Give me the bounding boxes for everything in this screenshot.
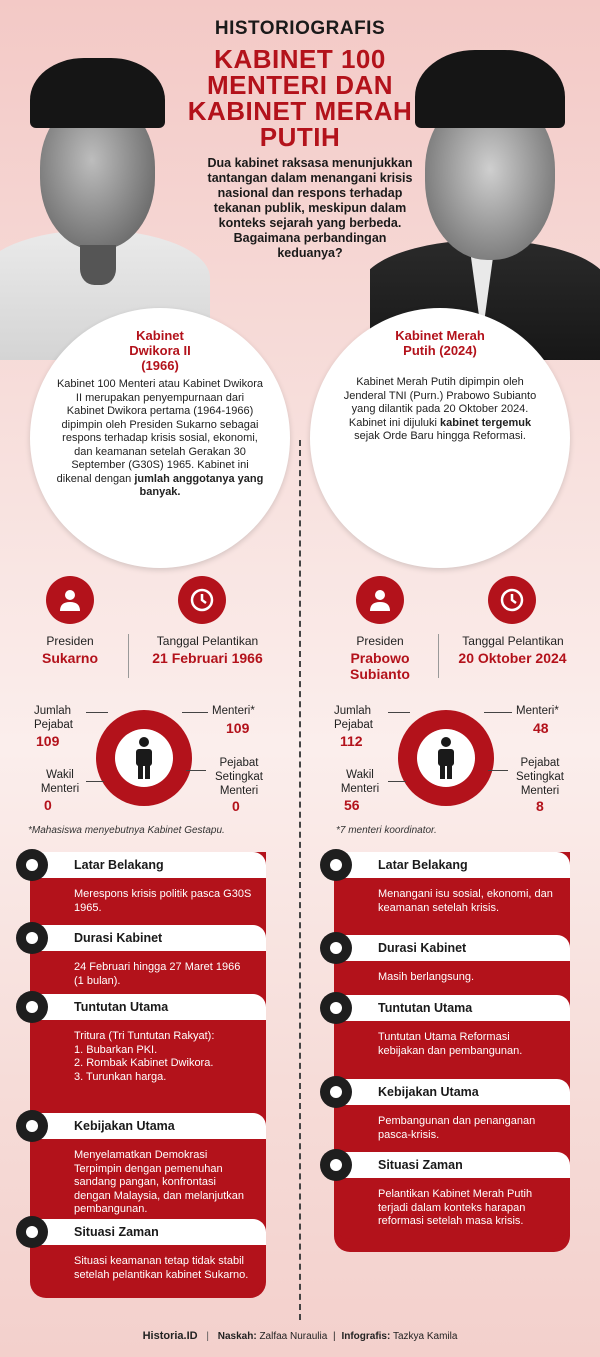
topic-title: Durasi Kabinet: [378, 941, 467, 955]
topic-title: Kebijakan Utama: [378, 1085, 479, 1099]
topic-tuntutan-utama: [334, 995, 570, 1068]
topic-title: Tuntutan Utama: [74, 1000, 169, 1014]
footer-infografis-value: Tazkya Kamila: [392, 1331, 458, 1342]
president-label: Presiden: [356, 634, 404, 648]
topic-latar-belakang: [334, 852, 570, 925]
topic-kebijakan-utama: [334, 1079, 570, 1152]
person-icon: [46, 576, 94, 624]
topic-title: Durasi Kabinet: [74, 931, 163, 945]
circle-body: [56, 378, 264, 500]
person-figure-icon: [435, 736, 457, 780]
footer-infografis-label: Infografis:: [341, 1331, 391, 1342]
info-circle-dwikora: [30, 308, 290, 568]
circle-body-text-end: sejak Orde Baru hingga Reformasi.: [354, 430, 526, 442]
bullet-icon: [16, 1216, 48, 1248]
topic-title: Latar Belakang: [74, 858, 164, 872]
footer-separator: |: [206, 1331, 209, 1342]
footnote: *Mahasiswa menyebutnya Kabinet Gestapu.: [28, 825, 225, 836]
circle-body-text: Kabinet Merah Putih dipimpin oleh Jenderal TNI (Purn.) Prabowo Subianto yang dilantik pada 20 Oktober 2024. Kabinet ini dijuluki: [343, 376, 537, 429]
menteri-label: Menteri*: [212, 705, 255, 717]
jumlah-pejabat-value: 112: [340, 733, 363, 749]
menteri-value: 48: [533, 720, 549, 736]
footnote: *7 menteri koordinator.: [336, 825, 437, 836]
topic-title: Situasi Zaman: [378, 1158, 463, 1172]
topic-durasi-kabinet: [334, 935, 570, 995]
footer-site: Historia.ID: [142, 1330, 198, 1342]
connector-line: [488, 770, 508, 771]
date-label: Tanggal Pelantikan: [462, 634, 564, 648]
topic-title: Situasi Zaman: [74, 1225, 159, 1239]
topic-latar-belakang: [30, 852, 266, 925]
bullet-icon: [320, 1149, 352, 1181]
topic-tuntutan-utama: [30, 994, 266, 1094]
circle-body-text: Kabinet 100 Menteri atau Kabinet Dwikora II merupakan penyempurnaan dari Kabinet Dwikora pertama (1964-1966) dipimpin oleh Presiden Sukarno sebagai respons terhadap krisis sosial, ekonomi, dan keamanan setelah Gerakan 30 September (G30S) 1965. Kabinet ini dikenal dengan: [56, 378, 264, 485]
topic-body: Masih berlangsung.: [334, 961, 570, 995]
jumlah-pejabat-value: 109: [36, 733, 60, 749]
setingkat-value: 8: [536, 798, 544, 814]
info-circle-merah-putih: [310, 308, 570, 568]
bullet-icon: [320, 1076, 352, 1108]
topic-body: Pelantikan Kabinet Merah Putih terjadi dalam konteks harapan reformasi setelah masa krisis.: [334, 1178, 570, 1239]
circle-body-bold: kabinet tergemuk: [440, 416, 532, 429]
bullet-icon: [320, 849, 352, 881]
footer-naskah-label: Naskah:: [217, 1331, 257, 1342]
topic-situasi-zaman: [30, 1219, 266, 1292]
personnel-ring: [96, 710, 192, 806]
topic-body: Situasi keamanan tetap tidak stabil setelah pelantikan kabinet Sukarno.: [30, 1245, 266, 1292]
bullet-icon: [320, 932, 352, 964]
setingkat-label: Pejabat Setingkat Menteri: [215, 757, 263, 797]
jumlah-pejabat-label: Jumlah Pejabat: [34, 705, 74, 731]
page-title: KABINET 100 MENTERI DAN KABINET MERAH PUTIH: [187, 44, 413, 152]
personnel-ring: [398, 710, 494, 806]
circle-body-bold: jumlah anggotanya yang banyak.: [134, 472, 264, 498]
footer-naskah-value: Zalfaa Nuraulia: [259, 1331, 328, 1342]
setingkat-value: 0: [232, 798, 240, 814]
connector-line: [484, 712, 512, 713]
topic-kebijakan-utama: [30, 1113, 266, 1227]
wakil-value: 56: [344, 797, 360, 813]
topic-body: Menyelamatkan Demokrasi Terpimpin dengan pemenuhan sandang pangan, konfrontasi dengan Malaysia, dan melanjutkan pembangunan.: [30, 1139, 266, 1227]
bullet-icon: [16, 991, 48, 1023]
date-label: Tanggal Pelantikan: [156, 634, 259, 648]
topic-durasi-kabinet: [30, 925, 266, 998]
connector-line: [86, 712, 108, 713]
date-value: 20 Oktober 2024: [458, 650, 567, 666]
president-value: Prabowo Subianto: [350, 650, 410, 682]
bullet-icon: [16, 922, 48, 954]
date-value: 21 Februari 1966: [152, 650, 263, 666]
bullet-icon: [16, 849, 48, 881]
wakil-label: Wakil Menteri: [40, 769, 80, 795]
circle-title: Kabinet Dwikora II (1966): [129, 328, 191, 373]
connector-line: [388, 781, 406, 782]
topic-body: 24 Februari hingga 27 Maret 1966 (1 bulan).: [30, 951, 266, 998]
wakil-value: 0: [44, 797, 52, 813]
connector-line: [182, 712, 208, 713]
clock-icon: [488, 576, 536, 624]
connector-line: [86, 781, 104, 782]
bullet-icon: [320, 992, 352, 1024]
footer: Historia.ID | Naskah: Zalfaa Nuraulia | Infografis: Tazkya Kamila: [142, 1330, 458, 1342]
topic-title: Kebijakan Utama: [74, 1119, 175, 1133]
connector-line: [388, 712, 410, 713]
setingkat-label: Pejabat Setingkat Menteri: [516, 757, 564, 797]
center-divider: [299, 440, 301, 1320]
bullet-icon: [16, 1110, 48, 1142]
topic-body: Merespons krisis politik pasca G30S 1965.: [30, 878, 266, 925]
separator: [438, 634, 439, 678]
topic-title: Tuntutan Utama: [378, 1001, 473, 1015]
jumlah-pejabat-label: Jumlah Pejabat: [334, 705, 374, 731]
clock-icon: [178, 576, 226, 624]
topic-situasi-zaman: [334, 1152, 570, 1239]
connector-line: [186, 770, 206, 771]
intro-text: Dua kabinet raksasa menunjukkan tantangan dalam menangani krisis nasional dan respons terhadap tekanan publik, meskipun dalam konteks sejarah yang berbeda. Bagaimana perbandingan keduanya?: [207, 156, 413, 260]
menteri-value: 109: [226, 720, 250, 736]
separator: [128, 634, 129, 678]
president-value: Sukarno: [41, 650, 98, 666]
wakil-label: Wakil Menteri: [340, 769, 380, 795]
circle-title: Kabinet Merah Putih (2024): [395, 328, 485, 358]
president-label: Presiden: [46, 634, 94, 648]
topic-title: Latar Belakang: [378, 858, 468, 872]
topic-body: Menangani isu sosial, ekonomi, dan keamanan setelah krisis.: [334, 878, 570, 925]
person-icon: [356, 576, 404, 624]
menteri-label: Menteri*: [516, 705, 559, 717]
circle-body: [336, 376, 544, 444]
topic-body: Pembangunan dan penanganan pasca-krisis.: [334, 1105, 570, 1152]
topic-body: Tritura (Tri Tuntutan Rakyat): 1. Bubarkan PKI. 2. Rombak Kabinet Dwikora. 3. Turunkan harga.: [30, 1020, 266, 1094]
topic-body: Tuntutan Utama Reformasi kebijakan dan pembangunan.: [334, 1021, 570, 1068]
brand-logo: HISTORIOGRAFIS: [214, 18, 386, 39]
person-figure-icon: [133, 736, 155, 780]
